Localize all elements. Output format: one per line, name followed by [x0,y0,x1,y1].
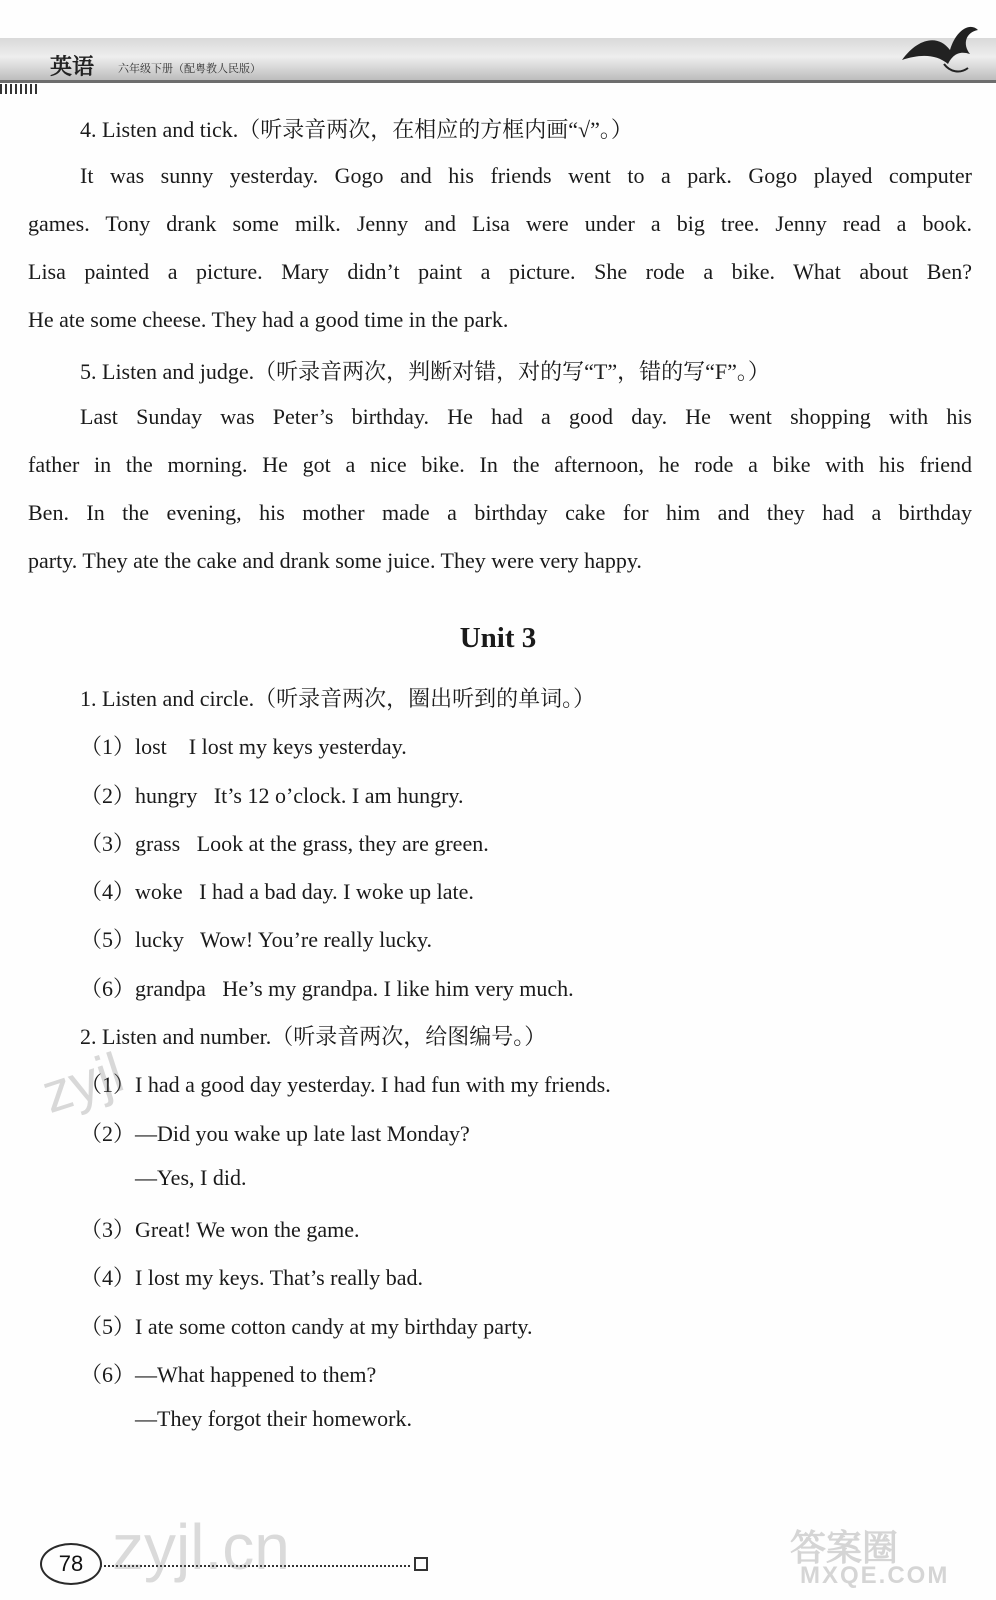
q5-line-3: Ben. In the evening, his mother made a birthday cake for him and they had a birthday [28,500,972,525]
q5-title: 5. Listen and judge.（听录音两次，判断对错，对的写“T”，错的写“F”。） [80,359,770,384]
u3-q2-item-6: （6）—What happened to them? [80,1362,377,1387]
u3-q1-item-1: （1）lost I lost my keys yesterday. [80,734,407,759]
page-header [0,0,996,95]
u3-q1-item-6: （6）grandpa He’s my grandpa. I like him very much. [80,976,574,1001]
u3-q2-item-1: （1）I had a good day yesterday. I had fun with my friends. [80,1072,611,1097]
wave-logo-icon [900,20,980,82]
footer-square-icon [414,1557,428,1571]
q5-line-1: Last Sunday was Peter’s birthday. He had a good day. He went shopping with his [80,404,972,429]
grade-edition: 六年级下册（配粤教人民版） [118,63,261,75]
u3-q2-item-5: （5）I ate some cotton candy at my birthday party. [80,1314,533,1339]
q4-title: 4. Listen and tick.（听录音两次，在相应的方框内画“√”。） [80,117,633,142]
watermark-mxqe: MXQE.COM [800,1562,950,1589]
q4-line-3: Lisa painted a picture. Mary didn’t paint a picture. She rode a bike. What about Ben? [28,259,972,284]
watermark-zyjl: zyjl [34,1040,131,1125]
q4-line-1: It was sunny yesterday. Gogo and his friends went to a park. Gogo played computer [80,163,972,188]
watermark-answer-circle: 答案圈 [790,1527,899,1568]
q4-line-2: games. Tony drank some milk. Jenny and Lisa were under a big tree. Jenny read a book. [28,211,972,236]
u3-q2-item-4: （4）I lost my keys. That’s really bad. [80,1265,423,1290]
u3-q1-item-4: （4）woke I had a bad day. I woke up late. [80,879,474,904]
unit-title: Unit 3 [459,622,537,654]
page-number: 78 [40,1543,102,1585]
header-ticks [0,84,40,94]
u3-q2-item-3: （3）Great! We won the game. [80,1217,360,1242]
q4-line-4: He ate some cheese. They had a good time in the park. [28,307,509,332]
u3-q2-title: 2. Listen and number.（听录音两次，给图编号。） [80,1024,547,1049]
u3-q2-item-2-reply: —Yes, I did. [135,1165,247,1190]
u3-q2-item-2: （2）—Did you wake up late last Monday? [80,1121,470,1146]
header-rule [0,80,996,83]
u3-q1-item-3: （3）grass Look at the grass, they are green. [80,831,489,856]
q5-line-4: party. They ate the cake and drank some juice. They were very happy. [28,548,642,573]
q5-line-2: father in the morning. He got a nice bike. In the afternoon, he rode a bike with his friend [28,452,972,477]
u3-q1-title: 1. Listen and circle.（听录音两次，圈出听到的单词。） [80,686,596,711]
u3-q2-item-6-reply: —They forgot their homework. [135,1406,412,1431]
subject-title: 英语 [50,54,95,79]
u3-q1-item-5: （5）lucky Wow! You’re really lucky. [80,927,433,952]
u3-q1-item-2: （2）hungry It’s 12 o’clock. I am hungry. [80,783,464,808]
watermark-zyjl-cn: zyjl.cn [112,1511,290,1583]
